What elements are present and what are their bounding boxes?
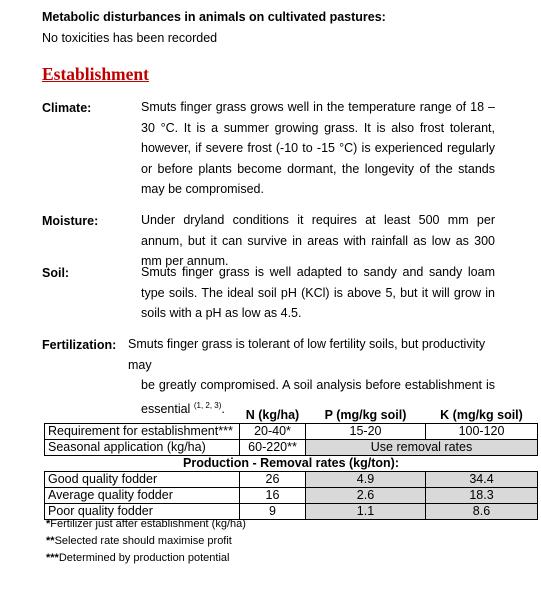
row-k: 34.4 (426, 472, 538, 488)
moisture-label: Moisture: (42, 214, 99, 228)
establishment-label: Requirement for establishment*** (45, 424, 240, 440)
row-k: 8.6 (426, 504, 538, 520)
climate-text: Smuts finger grass grows well in the temperature range of 18 – 30 °C. It is a summer growing grass. It is also frost tolerant, however, if severe frost (-10 to -15 °C) is experienced regularly or before plants become dormant, the longevity of the stands may be compromised. (141, 100, 495, 196)
fertilization-text-body: be greatly compromised. A soil analysis before establishment is essential (141, 378, 495, 416)
footnote-1-text: Fertilizer just after establishment (kg/ha) (50, 518, 246, 530)
removal-subheading: Production - Removal rates (kg/ton): (45, 456, 538, 472)
row-label: Good quality fodder (45, 472, 240, 488)
footnote-3 (46, 552, 229, 564)
establishment-k: 100-120 (426, 424, 538, 440)
table-row (45, 424, 538, 440)
row-k: 18.3 (426, 488, 538, 504)
table-row (45, 472, 538, 488)
section-title-establishment: Establishment (42, 64, 149, 84)
table-header-row (45, 408, 538, 424)
table-row (45, 440, 538, 456)
table-subheading-row (45, 456, 538, 472)
row-label: Poor quality fodder (45, 504, 240, 520)
footnote-2-stars: ** (46, 535, 55, 547)
fertilization-text-first: Smuts finger grass is tolerant of low fertility soils, but productivity may (128, 337, 486, 372)
fertilizer-table (44, 408, 538, 520)
table-row (45, 488, 538, 504)
fertilization-end: . (221, 401, 225, 416)
footnote-1-stars: * (46, 518, 51, 530)
row-p: 2.6 (306, 488, 426, 504)
establishment-n: 20-40* (240, 424, 306, 440)
row-n: 26 (240, 472, 306, 488)
moisture-text: Under dryland conditions it requires at least 500 mm per annum, but it can survive in areas with rainfall as low as 300 mm per annum. (141, 213, 495, 268)
climate-label: Climate: (42, 101, 92, 115)
seasonal-label: Seasonal application (kg/ha) (45, 440, 240, 456)
establishment-p: 15-20 (306, 424, 426, 440)
footnote-2 (46, 535, 232, 547)
table-corner (45, 408, 240, 424)
footnote-1 (46, 518, 246, 530)
soil-text: Smuts finger grass is well adapted to sandy and sandy loam type soils. The ideal soil pH (KCl) is above 5, but it will grow in soils with a pH as low as 4.5. (141, 265, 495, 320)
row-p: 1.1 (306, 504, 426, 520)
metabolic-heading: Metabolic disturbances in animals on cultivated pastures: (42, 10, 386, 24)
row-p: 4.9 (306, 472, 426, 488)
fertilization-text (128, 334, 495, 419)
seasonal-n: 60-220** (240, 440, 306, 456)
footnote-3-stars: *** (46, 552, 59, 564)
soil-label: Soil: (42, 266, 70, 280)
header-k: K (mg/kg soil) (426, 408, 538, 424)
row-n: 16 (240, 488, 306, 504)
fertilization-references: (1, 2, 3) (193, 400, 222, 410)
toxicity-statement: No toxicities has been recorded (42, 31, 218, 45)
footnote-3-text: Determined by production potential (58, 552, 230, 564)
header-p: P (mg/kg soil) (306, 408, 426, 424)
header-n: N (kg/ha) (240, 408, 306, 424)
seasonal-pk: Use removal rates (306, 440, 538, 456)
row-n: 9 (240, 504, 306, 520)
fertilization-label: Fertilization: (42, 338, 117, 352)
footnote-2-text: Selected rate should maximise profit (54, 535, 232, 547)
row-label: Average quality fodder (45, 488, 240, 504)
